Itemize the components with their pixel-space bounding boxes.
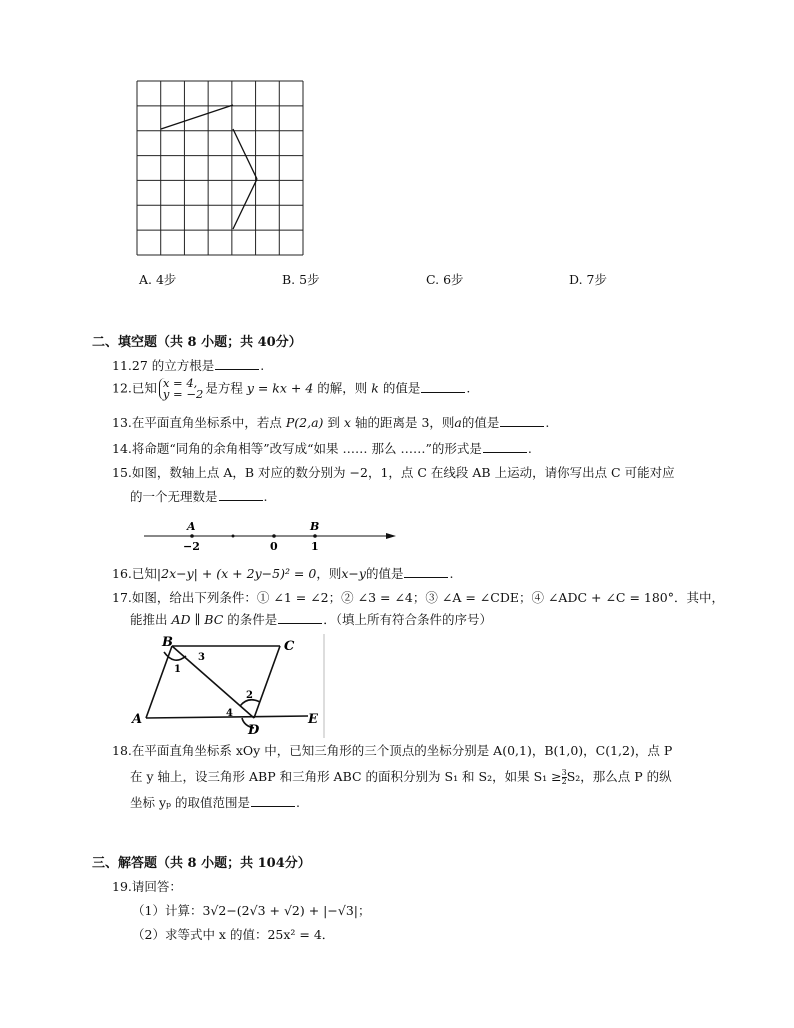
question-text: 的值是	[365, 566, 404, 581]
option-b: B. 5步	[282, 272, 320, 287]
question-text: 能推出	[130, 612, 168, 627]
vertex-b-label: B	[162, 635, 173, 650]
question-text: 坐标 yₚ 的取值范围是	[130, 795, 251, 810]
question-number: 12.	[112, 380, 132, 396]
question-number: 11.	[112, 358, 132, 373]
fraction-denominator: 2	[561, 777, 567, 786]
angle-1-label: 1	[174, 664, 181, 675]
question-15-line-2	[130, 488, 268, 506]
angle-4-label: 4	[226, 708, 233, 719]
question-18-line-3	[130, 794, 300, 812]
equation-system	[159, 378, 203, 400]
variable-k: k	[371, 380, 379, 396]
question-17	[112, 589, 724, 607]
period: .	[449, 566, 454, 581]
answer-blank[interactable]	[404, 565, 448, 578]
question-16	[112, 565, 453, 583]
question-17-line-2	[130, 611, 492, 629]
vertex-d-label: D	[248, 723, 260, 738]
question-text: ．（填上所有符合条件的序号）	[323, 612, 493, 627]
question-19-part-1: （1）计算：3√2−(2√3 + √2) + |−√3|；	[132, 903, 371, 918]
point-p: P(2,a)	[285, 415, 324, 430]
question-13	[112, 414, 549, 432]
point-b-label: B	[310, 520, 320, 533]
question-number: 19.	[112, 879, 132, 894]
question-text: 如图，给出下列条件：① ∠1 = ∠2；② ∠3 = ∠4；③ ∠A = ∠CDE；④ ∠ADC + ∠C = 180°．其中，	[131, 590, 725, 605]
answer-blank[interactable]	[219, 488, 263, 501]
question-text: S₂，那么点 P 的纵	[566, 769, 672, 784]
answer-blank[interactable]	[278, 611, 322, 624]
point-e-label: E	[308, 712, 318, 727]
question-number: 18.	[112, 743, 132, 758]
tick-label-1: 1	[311, 540, 319, 553]
question-number: 16.	[112, 566, 132, 581]
option-a: A. 4步	[139, 272, 177, 287]
option-d: D. 7步	[569, 272, 607, 287]
section-title: 三、解答题（共 8 小题；共 104分）	[92, 856, 311, 871]
question-number: 17.	[112, 590, 132, 605]
parallelogram-figure	[128, 632, 328, 740]
tick-label-0: 0	[270, 540, 278, 553]
segment-de	[233, 179, 257, 229]
tick-label-neg2: −2	[183, 540, 200, 553]
question-15	[112, 464, 675, 482]
angle-3-label: 3	[198, 652, 205, 663]
question-11	[112, 357, 264, 375]
period: .	[545, 415, 550, 430]
question-18-line-2	[130, 768, 672, 786]
period: .	[296, 795, 300, 810]
question-text: 的解，则	[317, 380, 368, 396]
question-12	[112, 378, 470, 400]
number-line-figure	[140, 518, 400, 556]
parallel-relation: AD ∥ BC	[171, 612, 224, 627]
answer-blank[interactable]	[215, 357, 259, 370]
question-14	[112, 440, 532, 458]
variable-a: a	[454, 415, 462, 430]
segment-ab	[161, 105, 233, 129]
system-line-2: y = −2	[162, 387, 204, 401]
period: .	[466, 380, 471, 396]
question-number: 14.	[112, 441, 132, 456]
question-19-part-2: （2）求等式中 x 的值：25x² = 4．	[132, 927, 335, 942]
question-text: 是方程	[205, 380, 243, 396]
question-text: 如图，数轴上点 A，B 对应的数分别为 −2，1，点 C 在线段 AB 上运动，请你写出点 C 可能对应	[131, 465, 675, 480]
expression-x-minus-y: x−y	[341, 566, 366, 581]
segment-cd	[233, 129, 257, 179]
fraction-numerator: 3	[561, 768, 567, 777]
point-a-label: A	[187, 520, 196, 533]
option-c: C. 6步	[426, 272, 464, 287]
question-text: 到	[327, 415, 340, 430]
question-text: 的值是	[382, 380, 421, 396]
question-text: 27 的立方根是	[131, 358, 215, 373]
question-text: 在平面直角坐标系 xOy 中，已知三角形的三个顶点的坐标分别是 A(0,1)，B(1,0)，C(1,2)，点 P	[131, 743, 673, 758]
question-text: 在 y 轴上，设三角形 ABP 和三角形 ABC 的面积分别为 S₁ 和 S₂，如果 S₁ ≥	[130, 769, 562, 784]
answer-blank[interactable]	[251, 794, 295, 807]
expression: |2x−y| + (x + 2y−5)² = 0	[156, 566, 317, 581]
question-text: 已知	[131, 566, 157, 581]
variable-x: x	[343, 415, 351, 430]
question-text: 的条件是	[227, 612, 278, 627]
question-text: 已知	[131, 380, 157, 396]
question-18	[112, 742, 672, 760]
question-number: 15.	[112, 465, 132, 480]
question-text: 请回答：	[131, 879, 182, 894]
period: .	[263, 489, 268, 504]
question-text: 的值是	[461, 415, 500, 430]
system-line-1: x = 4,	[162, 376, 198, 390]
question-text: 将命题“同角的余角相等”改写成“如果 …… 那么 ……”的形式是	[131, 441, 482, 456]
equation: y = kx + 4	[246, 380, 314, 396]
period: .	[527, 441, 532, 456]
question-19	[112, 878, 182, 896]
question-number: 13.	[112, 415, 132, 430]
period: .	[260, 358, 265, 373]
vertex-c-label: C	[284, 639, 295, 654]
answer-blank[interactable]	[483, 440, 527, 453]
answer-blank[interactable]	[500, 414, 544, 427]
vertex-a-label: A	[132, 712, 143, 727]
question-text: 在平面直角坐标系中，若点	[131, 415, 282, 430]
section-title: 二、填空题（共 8 小题；共 40分）	[92, 335, 302, 350]
question-text: ，则	[316, 566, 342, 581]
grid-figure	[134, 78, 306, 258]
question-text: 的一个无理数是	[130, 489, 218, 504]
answer-blank[interactable]	[421, 380, 465, 393]
question-text: 轴的距离是 3，则	[354, 415, 455, 430]
angle-2-label: 2	[246, 690, 253, 701]
